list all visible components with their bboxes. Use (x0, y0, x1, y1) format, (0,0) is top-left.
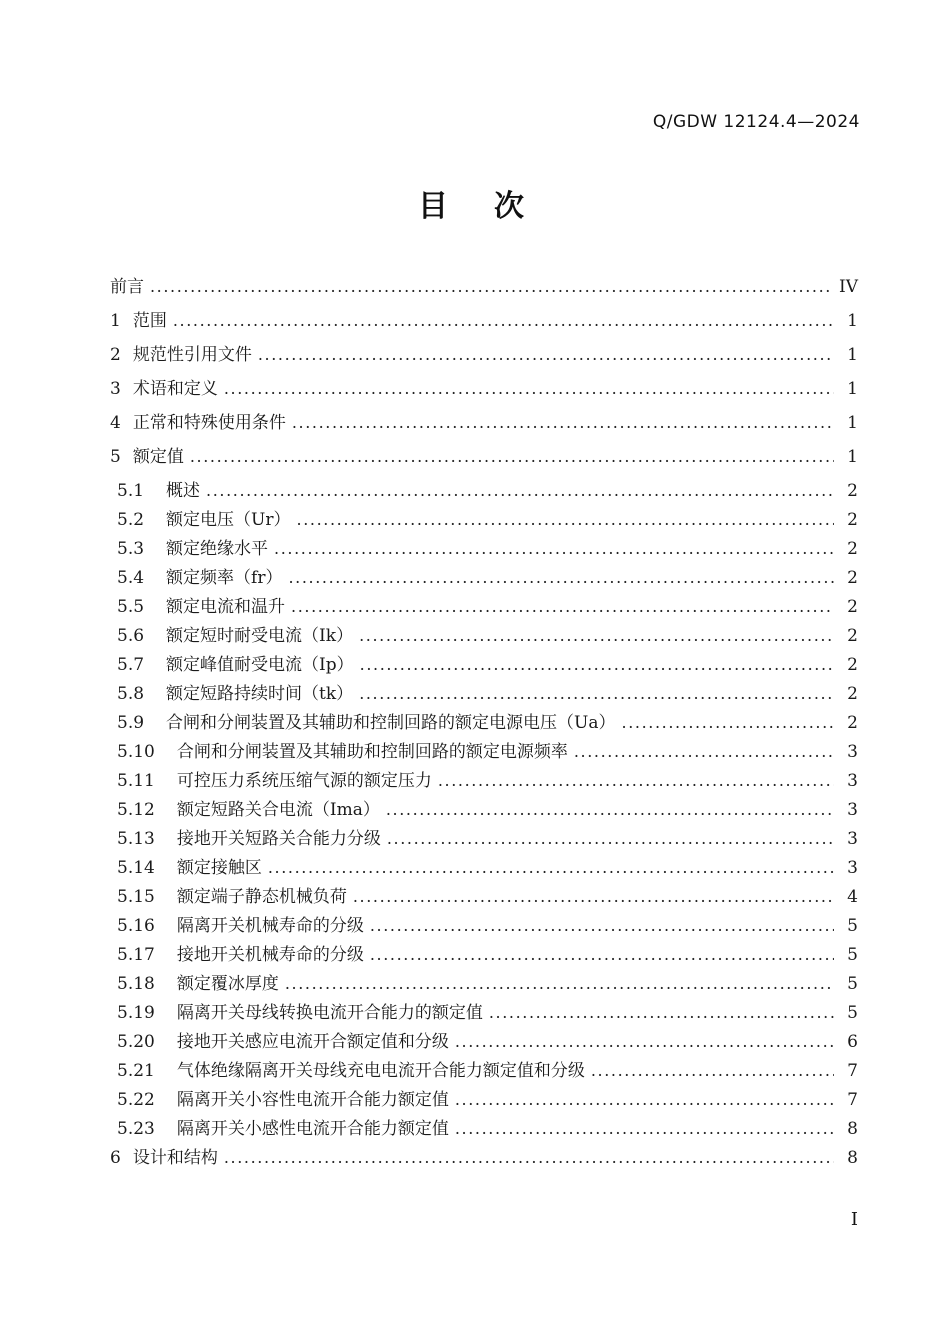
toc-entry-page: 5 (847, 1003, 858, 1023)
toc-entry-label: 隔离开关小容性电流开合能力额定值 (176, 1090, 449, 1110)
toc-entry[interactable] (110, 625, 858, 647)
toc-entry-label: 额定值 (132, 447, 184, 467)
toc-entry-label: 额定峰值耐受电流（Ip） (166, 655, 354, 675)
toc-entry-page: 2 (847, 626, 858, 646)
toc-dot-leader (190, 446, 834, 468)
toc-entry-number: 5.12 (117, 800, 155, 820)
toc-dot-leader (297, 509, 834, 531)
toc-dot-leader (489, 1002, 834, 1024)
toc-entry-number: 5.21 (117, 1061, 155, 1081)
toc-entry[interactable] (110, 378, 858, 400)
toc-dot-leader (438, 770, 834, 792)
toc-entry-label: 额定端子静态机械负荷 (176, 887, 347, 907)
toc-dot-leader (591, 1060, 834, 1082)
toc-entry-page: 2 (847, 510, 858, 530)
toc-dot-leader (258, 344, 834, 366)
toc-entry-label: 范围 (132, 311, 167, 331)
toc-entry-number: 2 (110, 345, 121, 365)
toc-entry-label: 可控压力系统压缩气源的额定压力 (176, 771, 432, 791)
toc-entry[interactable] (110, 344, 858, 366)
toc-dot-leader (386, 799, 834, 821)
toc-entry-page: 8 (847, 1119, 858, 1139)
toc-dot-leader (274, 538, 834, 560)
footer-page-number: I (850, 1209, 858, 1230)
toc-entry-page: 3 (847, 800, 858, 820)
toc-entry-number: 5.20 (117, 1032, 155, 1052)
toc-dot-leader (206, 480, 834, 502)
toc-dot-leader (291, 596, 834, 618)
toc-entry-page: 3 (847, 771, 858, 791)
toc-dot-leader (150, 276, 831, 298)
toc-entry-number: 5.7 (117, 655, 145, 675)
toc-entry-page: 6 (847, 1032, 858, 1052)
toc-entry-label: 额定接触区 (176, 858, 262, 878)
toc-entry[interactable] (110, 567, 858, 589)
toc-entry-page: 3 (847, 742, 858, 762)
toc-entry-label: 接地开关短路关合能力分级 (176, 829, 381, 849)
toc-entry-number: 5.13 (117, 829, 155, 849)
toc-entry[interactable] (110, 973, 858, 995)
toc-entry-label: 设计和结构 (132, 1148, 218, 1168)
toc-entry[interactable] (110, 412, 858, 434)
toc-entry[interactable] (110, 310, 858, 332)
toc-entry-page: 2 (847, 597, 858, 617)
toc-entry-page: 2 (847, 568, 858, 588)
toc-entry[interactable] (110, 944, 858, 966)
toc-entry-number: 5.17 (117, 945, 155, 965)
toc-entry-page: 2 (847, 539, 858, 559)
toc-dot-leader (370, 944, 834, 966)
toc-entry[interactable] (110, 1147, 858, 1169)
toc-entry-page: 1 (847, 413, 858, 433)
toc-entry-page: 5 (847, 916, 858, 936)
toc-entry[interactable] (110, 596, 858, 618)
toc-entry[interactable] (110, 712, 858, 734)
toc-entry-label: 额定电流和温升 (166, 597, 286, 617)
toc-entry[interactable] (110, 446, 858, 468)
toc-entry-page: 1 (847, 379, 858, 399)
toc-entry-page: 8 (847, 1148, 858, 1168)
toc-entry-page: 2 (847, 713, 858, 733)
toc-entry-page: 1 (847, 447, 858, 467)
toc-entry-page: 5 (847, 945, 858, 965)
toc-entry-label: 规范性引用文件 (132, 345, 252, 365)
toc-entry-number: 5.10 (117, 742, 155, 762)
toc-entry-label: 术语和定义 (132, 379, 218, 399)
toc-dot-leader (173, 310, 834, 332)
toc-entry-number: 5.4 (117, 568, 145, 588)
toc-dot-leader (387, 828, 834, 850)
toc-entry-number: 3 (110, 379, 121, 399)
toc-entry-label: 额定短路持续时间（tk） (166, 684, 354, 704)
toc-entry-page: 3 (847, 829, 858, 849)
toc-dot-leader (224, 378, 834, 400)
toc-entry-page: 4 (847, 887, 858, 907)
toc-entry-number: 5 (110, 447, 121, 467)
toc-entry-label: 概述 (166, 481, 201, 501)
toc-entry[interactable] (110, 654, 858, 676)
page-title: 目 次 (418, 189, 532, 224)
toc-entry-page: 1 (847, 345, 858, 365)
toc-entry-label: 接地开关感应电流开合额定值和分级 (176, 1032, 449, 1052)
toc-dot-leader (292, 412, 834, 434)
toc-entry[interactable] (110, 276, 858, 298)
toc-dot-leader (359, 683, 834, 705)
toc-entry-label: 正常和特殊使用条件 (132, 413, 286, 433)
toc-entry-label: 隔离开关小感性电流开合能力额定值 (176, 1119, 449, 1139)
toc-entry-number: 5.9 (117, 713, 145, 733)
toc-entry[interactable] (110, 770, 858, 792)
toc-entry-label: 额定绝缘水平 (166, 539, 269, 559)
toc-dot-leader (224, 1147, 834, 1169)
toc-entry-number: 1 (110, 311, 121, 331)
toc-entry-label: 接地开关机械寿命的分级 (176, 945, 364, 965)
toc-entry-number: 5.23 (117, 1119, 155, 1139)
toc-entry-label: 额定覆冰厚度 (176, 974, 279, 994)
toc-dot-leader (455, 1031, 834, 1053)
toc-dot-leader (370, 915, 834, 937)
toc-dot-leader (455, 1089, 834, 1111)
toc-entry[interactable] (110, 538, 858, 560)
toc-entry[interactable] (110, 886, 858, 908)
toc-entry[interactable] (110, 1060, 858, 1082)
toc-dot-leader (353, 886, 834, 908)
toc-entry-number: 5.8 (117, 684, 145, 704)
toc-entry-page: 2 (847, 655, 858, 675)
toc-entry-label: 合闸和分闸装置及其辅助和控制回路的额定电源电压（Ua） (166, 713, 616, 733)
toc-list (0, 276, 950, 1169)
toc-entry-label: 合闸和分闸装置及其辅助和控制回路的额定电源频率 (176, 742, 568, 762)
toc-entry-page: 7 (847, 1061, 858, 1081)
toc-entry-number: 4 (110, 413, 121, 433)
toc-entry[interactable] (110, 1002, 858, 1024)
toc-dot-leader (574, 741, 834, 763)
toc-entry-label: 隔离开关机械寿命的分级 (176, 916, 364, 936)
toc-dot-leader (455, 1118, 834, 1140)
toc-entry-number: 5.18 (117, 974, 155, 994)
toc-entry[interactable] (110, 480, 858, 502)
toc-entry[interactable] (110, 683, 858, 705)
toc-entry-number: 5.19 (117, 1003, 155, 1023)
toc-dot-leader (360, 654, 834, 676)
toc-entry-label: 额定频率（fr） (166, 568, 283, 588)
toc-entry-label: 额定电压（Ur） (166, 510, 291, 530)
standard-number: Q/GDW 12124.4—2024 (652, 112, 860, 132)
toc-entry-number: 5.22 (117, 1090, 155, 1110)
toc-entry-number: 5.2 (117, 510, 145, 530)
toc-entry-number: 5.3 (117, 539, 145, 559)
toc-dot-leader (622, 712, 834, 734)
toc-dot-leader (268, 857, 834, 879)
toc-entry-number: 5.11 (117, 771, 155, 791)
toc-entry-page: 1 (847, 311, 858, 331)
toc-dot-leader (288, 567, 834, 589)
toc-entry[interactable] (110, 1118, 858, 1140)
toc-entry[interactable] (110, 799, 858, 821)
toc-entry[interactable] (110, 915, 858, 937)
toc-entry[interactable] (110, 509, 858, 531)
toc-entry-number: 5.14 (117, 858, 155, 878)
toc-dot-leader (285, 973, 834, 995)
toc-entry-number: 6 (110, 1148, 121, 1168)
toc-entry-label: 前言 (110, 277, 144, 297)
toc-entry[interactable] (110, 828, 858, 850)
toc-entry-page: 2 (847, 481, 858, 501)
toc-entry-number: 5.15 (117, 887, 155, 907)
toc-entry[interactable] (110, 1089, 858, 1111)
toc-entry-page: 7 (847, 1090, 858, 1110)
toc-entry-page: 2 (847, 684, 858, 704)
toc-entry-number: 5.1 (117, 481, 145, 501)
toc-entry[interactable] (110, 857, 858, 879)
toc-entry-label: 额定短时耐受电流（Ik） (166, 626, 354, 646)
toc-entry[interactable] (110, 741, 858, 763)
toc-entry-number: 5.16 (117, 916, 155, 936)
toc-entry-page: 3 (847, 858, 858, 878)
toc-dot-leader (359, 625, 834, 647)
toc-entry-page: 5 (847, 974, 858, 994)
toc-entry-page: IV (839, 277, 858, 297)
toc-entry-label: 额定短路关合电流（Ima） (176, 800, 380, 820)
toc-entry-label: 隔离开关母线转换电流开合能力的额定值 (176, 1003, 483, 1023)
toc-entry-label: 气体绝缘隔离开关母线充电电流开合能力额定值和分级 (176, 1061, 585, 1081)
toc-entry-number: 5.5 (117, 597, 145, 617)
toc-entry[interactable] (110, 1031, 858, 1053)
toc-entry-number: 5.6 (117, 626, 145, 646)
